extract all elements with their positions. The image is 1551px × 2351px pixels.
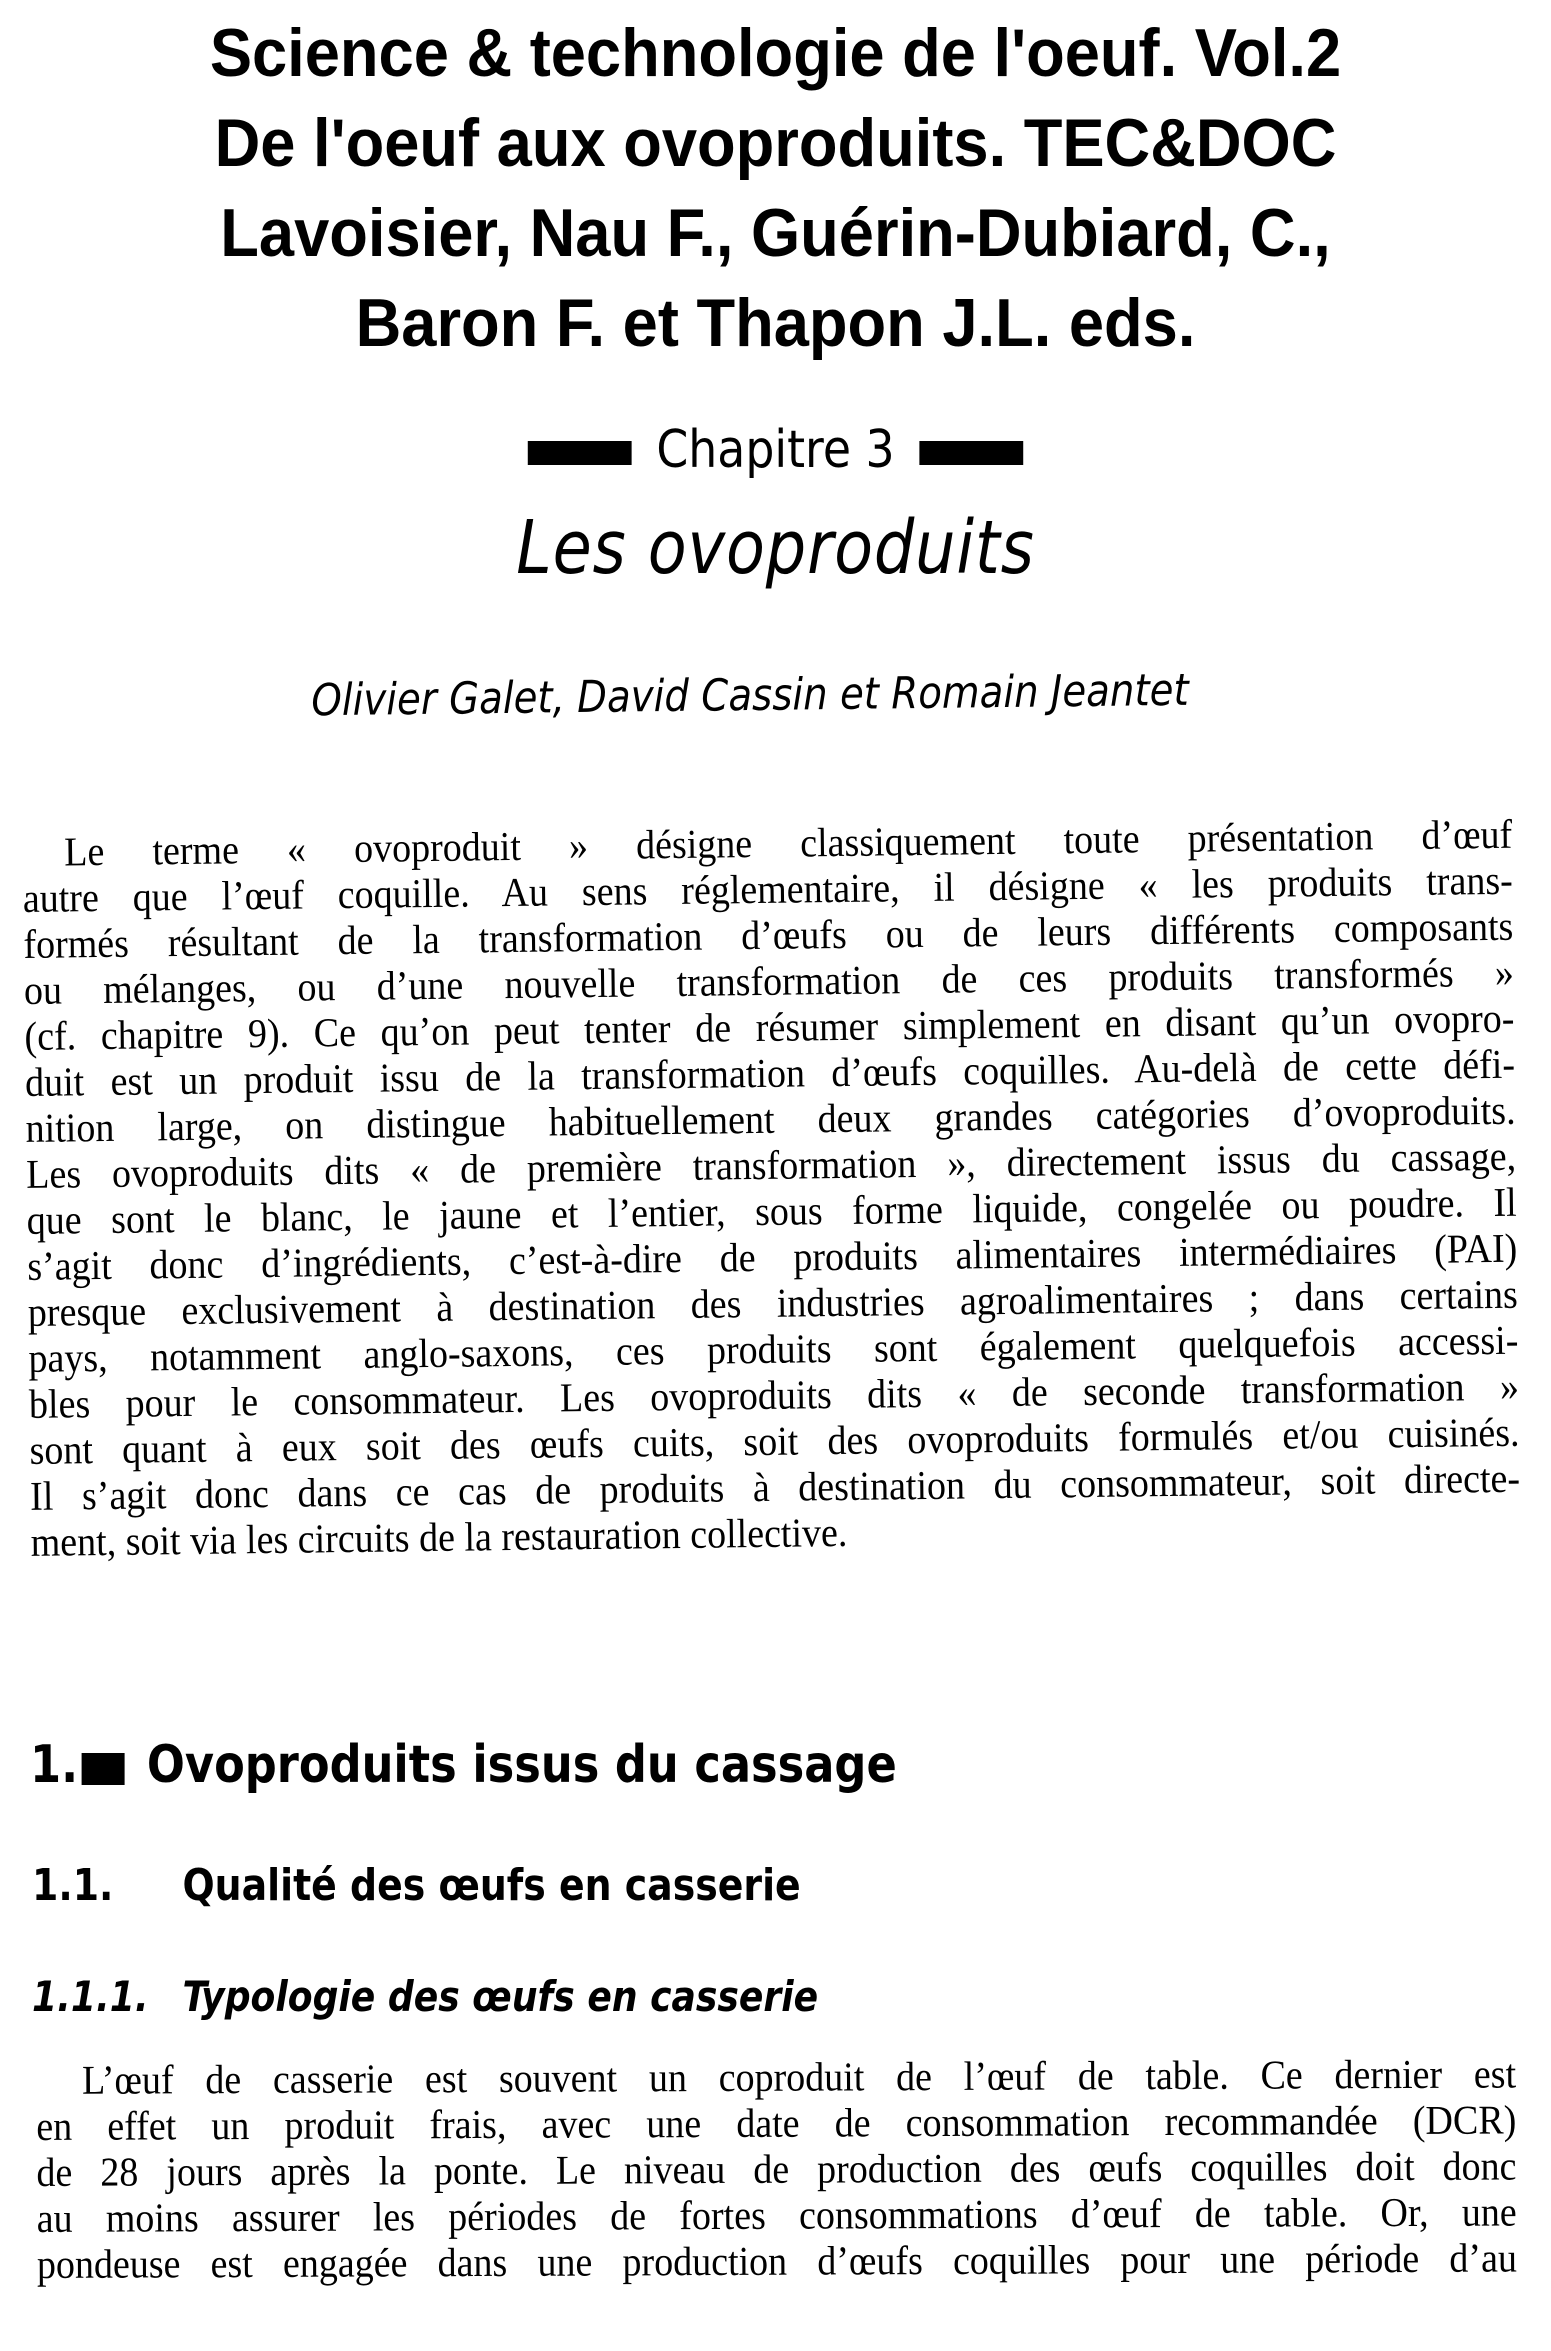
chapter-label-row [93, 420, 1458, 480]
text-line: Il s’agit donc dans ce cas de produits à destination du consommateur, soit directe- [29, 1456, 1521, 1520]
square-bullet-icon [82, 1753, 125, 1785]
text-line: s’agit donc d’ingrédients, c’est-à-dire de produits alimentaires intermédiaires (PAI) [27, 1226, 1518, 1290]
section-title: Ovoproduits issus du cassage [146, 1735, 897, 1795]
text-line: en effet un produit frais, avec une date de consommation recommandée (DCR) [36, 2097, 1517, 2150]
citation-line: De l'oeuf aux ovoproduits. TEC&DOC [214, 105, 1337, 181]
citation-line: Baron F. et Thapon J.L. eds. [355, 285, 1196, 361]
section-title: Typologie des œufs en casserie [182, 1972, 819, 2021]
section-number: 1.1. [32, 1860, 114, 1911]
text-line: de 28 jours après la ponte. Le niveau de production des œufs coquilles doit donc [36, 2143, 1517, 2196]
section-paragraph [36, 2052, 1517, 2288]
text-line: au moins assurer les périodes de fortes consommations d’œuf de table. Or, une [36, 2189, 1517, 2242]
text-line: (cf. chapitre 9). Ce qu’on peut tenter de résumer simplement en disant qu’un ovopro- [24, 996, 1515, 1060]
decorative-bar-left [528, 441, 632, 465]
text-line: presque exclusivement à destination des industries agroalimentaires ; dans certains [27, 1272, 1519, 1336]
text-line: pondeuse est engagée dans une production d’œufs coquilles pour une période d’au [36, 2235, 1517, 2288]
citation-line: Lavoisier, Nau F., Guérin-Dubiard, C., [220, 195, 1331, 271]
text-line: autre que l’œuf coquille. Au sens réglementaire, il désigne « les produits trans- [22, 858, 1514, 922]
text-line: que sont le blanc, le jaune et l’entier, sous forme liquide, congelée ou poudre. Il [26, 1180, 1517, 1244]
text-line: sont quant à eux soit des œufs cuits, soit des ovoproduits formulés et/ou cuisinés. [29, 1410, 1520, 1474]
text-line: Le terme « ovoproduit » désigne classiquement toute présentation d’œuf [64, 812, 1513, 876]
text-line: nition large, on distingue habituellement deux grandes catégories d’ovoproduits. [25, 1088, 1516, 1152]
section-number: 1.1.1. [32, 1972, 149, 2021]
chapter-label: Chapitre 3 [656, 420, 895, 480]
section-heading-1-1 [32, 1860, 801, 1911]
chapter-title: Les ovoproduits [516, 505, 1035, 591]
text-line: formés résultant de la transformation d’œufs ou de leurs différents composants [23, 904, 1514, 968]
text-line: L’œuf de casserie est souvent un coproduit de l’œuf de table. Ce dernier est [82, 2051, 1517, 2104]
text-line: duit est un produit issu de la transformation d’œufs coquilles. Au-delà de cette défi- [24, 1042, 1516, 1106]
text-line: ou mélanges, ou d’une nouvelle transformation de ces produits transformés » [23, 950, 1515, 1014]
citation-line: Science & technologie de l'oeuf. Vol.2 [209, 15, 1342, 91]
section-number: 1. [30, 1735, 79, 1795]
section-heading-1 [30, 1735, 897, 1795]
text-line: bles pour le consommateur. Les ovoproduits dits « de seconde transformation » [28, 1364, 1520, 1428]
section-heading-1-1-1 [32, 1972, 818, 2021]
chapter-authors: Olivier Galet, David Cassin et Romain Jeantet [311, 664, 1189, 727]
book-citation-header [54, 8, 1496, 368]
text-line: Les ovoproduits dits « de première transformation », directement issus du cassage, [25, 1134, 1517, 1198]
decorative-bar-right [919, 441, 1023, 465]
intro-paragraph [22, 812, 1521, 1566]
text-line: pays, notamment anglo-saxons, ces produits sont également quelquefois accessi- [28, 1318, 1519, 1382]
text-line: ment, soit via les circuits de la restauration collective. [30, 1510, 848, 1566]
section-title: Qualité des œufs en casserie [182, 1860, 801, 1911]
